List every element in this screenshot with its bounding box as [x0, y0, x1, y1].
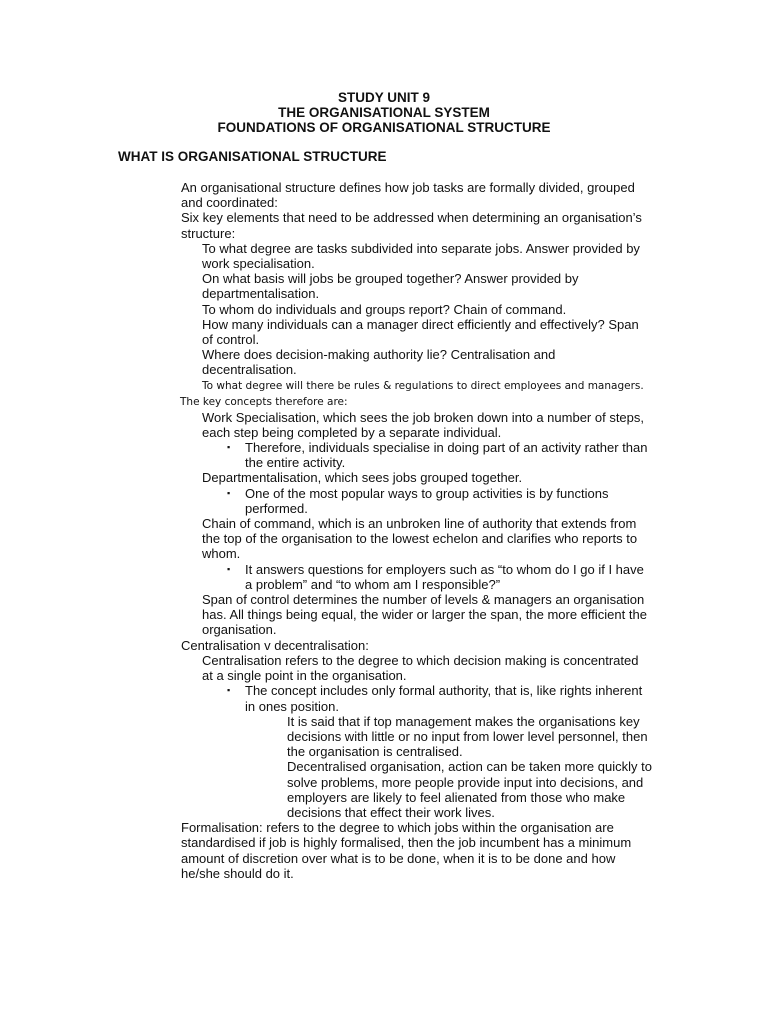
bullet-text: The concept includes only formal authority, that is, like rights inherent in ones position.	[245, 683, 643, 714]
concept-work-specialisation: Work Specialisation, which sees the job broken down into a number of steps, each step being completed by a separate individual.	[202, 409, 644, 440]
centralised-note: It is said that if top management makes the organisations key decisions with little or no input from lower level personnel, then the organisation is centralised.	[287, 713, 648, 760]
concept-chain-of-command: Chain of command, which is an unbroken line of authority that extends from the top of the organisation to the lowest echelon and clarifies who reports to whom.	[202, 516, 638, 562]
centralisation-heading: Centralisation v decentralisation:	[181, 637, 369, 653]
bullet-icon: ▪	[227, 563, 231, 574]
paragraph-six-elements: Six key elements that need to be addressed when determining an organisation’s structure:	[181, 210, 642, 241]
section-title: WHAT IS ORGANISATIONAL STRUCTURE	[118, 149, 387, 164]
bullet-icon: ▪	[227, 685, 231, 696]
bullet-item	[227, 440, 653, 471]
document-body	[0, 180, 768, 881]
concept-span-of-control: Span of control determines the number of levels & managers an organisation has. All things being equal, the wider or larger the span, the more efficient the organisation.	[202, 592, 647, 638]
key-concepts-intro: The key concepts therefore are:	[180, 395, 348, 408]
question-specialisation: To what degree are tasks subdivided into separate jobs. Answer provided by work specialisation.	[202, 240, 640, 272]
bullet-text: It answers questions for employers such as “to whom do I go if I have a problem” and “to whom am I responsible?”	[245, 561, 644, 592]
decentralised-note: Decentralised organisation, action can be taken more quickly to solve problems, more people provide input into decisions, and employers are likely to feel alienated from those who make decisions that effect their work lives.	[287, 759, 652, 820]
question-span-of-control: How many individuals can a manager direct efficiently and effectively? Span of control.	[202, 316, 639, 348]
concept-formalisation: Formalisation: refers to the degree to which jobs within the organisation are standardised if job is highly formalised, then the job incumbent has a minimum amount of discretion over what is to be done, when it is to be done and how he/she should do it.	[181, 820, 632, 881]
structure-heading: FOUNDATIONS OF ORGANISATIONAL STRUCTURE	[217, 120, 551, 135]
paragraph-definition: An organisational structure defines how job tasks are formally divided, grouped and coordinated:	[181, 180, 635, 211]
study-unit-heading: STUDY UNIT 9	[337, 90, 430, 105]
question-departmentalisation: On what basis will jobs be grouped together? Answer provided by departmentalisation.	[202, 271, 579, 302]
bullet-item	[227, 561, 653, 592]
concept-departmentalisation: Departmentalisation, which sees jobs grouped together.	[202, 470, 523, 486]
question-centralisation: Where does decision-making authority lie? Centralisation and decentralisation.	[202, 347, 556, 378]
bullet-item	[227, 683, 653, 714]
bullet-item	[227, 485, 653, 516]
bullet-icon: ▪	[227, 442, 231, 453]
bullet-icon: ▪	[227, 487, 231, 498]
concept-centralisation: Centralisation refers to the degree to which decision making is concentrated at a single point in the organisation.	[202, 652, 639, 684]
bullet-text: One of the most popular ways to group activities is by functions performed.	[245, 485, 609, 516]
system-heading: THE ORGANISATIONAL SYSTEM	[278, 105, 490, 120]
bullet-text: Therefore, individuals specialise in doing part of an activity rather than the entire activity.	[245, 440, 648, 471]
question-formalisation: To what degree will there be rules & regulations to direct employees and managers.	[202, 379, 644, 392]
question-chain-of-command: To whom do individuals and groups report? Chain of command.	[202, 301, 567, 317]
